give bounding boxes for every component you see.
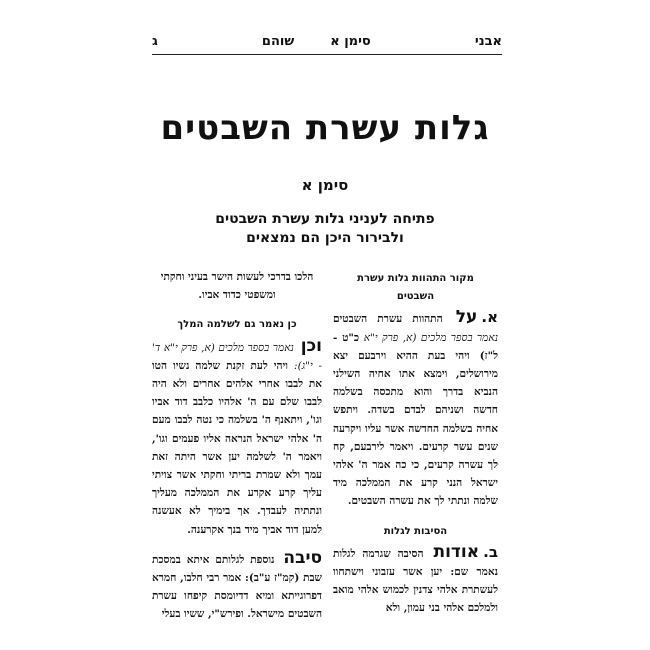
header-rule: [152, 54, 502, 55]
chapter-subtitle: [100, 210, 550, 248]
paragraph-alef: [333, 308, 498, 510]
paragraph-siba-text: נוספת לגלותם איתא במסכת שבת (קמ"ז ע"ב): אמר רבי חלבו, חמרא דפרוגייתא ומיא דדיומסת קיפחו עשרת השבטים מישראל. ופירש"י, ששיו בעלי: [152, 553, 322, 621]
lead-word-odot: אודות: [433, 541, 480, 562]
siman-heading: סימן א: [301, 176, 349, 194]
paragraph-letter-alef: א.: [481, 308, 498, 327]
right-column: [333, 268, 498, 650]
lead-word-al: על: [455, 307, 478, 328]
lead-word-vechen: וכן: [300, 335, 322, 356]
header-center: [262, 34, 371, 49]
subtitle-line-2: ולבירור היכן הם נמצאים: [246, 230, 404, 246]
paragraph-alef-text-c: כ"ט - ל"ז) ויהי בעת ההיא וירבעם יצא מירושלים, וימצא אתו אחיה השילני הנביא בדרך והוא מתכסה בשלמה חדשה ושניהם לבדם בשדה. ויתפש אחיה בשלמה החדשה אשר עליו ויקרעה שנים עשר קרעים. ויאמר לירבעם, קח לך עשרה קרעים, כי כה אמר ה' אלהי ישראל הנני קרע את הממלכה מיד שלמה ונתתי לך את עשרה השבטים.: [333, 331, 498, 508]
paragraph-siba: [152, 549, 322, 624]
section-heading-origin-line-2: השבטים: [396, 291, 435, 303]
running-header: [152, 30, 502, 52]
section-heading-origin: [333, 270, 498, 306]
header-page-number: ג: [152, 33, 158, 49]
continuation-text: [152, 268, 322, 304]
section-heading-origin-line-1: מקור התהוות גלות עשרת: [357, 273, 474, 284]
header-siman: סימן א: [330, 33, 371, 49]
paragraph-shlomo-source: נאמר בספר מלכים (א, פרק י"א ד' - י"ג):: [152, 341, 322, 372]
paragraph-shlomo: [152, 337, 322, 539]
paragraph-alef-source: נאמר בספר מלכים (א, פרק י"א: [363, 331, 498, 344]
spacer: [152, 304, 322, 314]
paragraph-alef-text-a: התהוות עשרת השבטים: [333, 313, 443, 326]
subtitle-line-1: פתיחה לעניני גלות עשרת השבטים: [215, 211, 435, 227]
header-book-name: אבני: [474, 33, 502, 49]
continuation-line-2: ומשפטי כדוד אביו.: [198, 289, 276, 302]
page-title: גלות עשרת השבטים: [160, 108, 490, 148]
section-heading-shlomo: כן נאמר גם לשלמה המלך: [177, 319, 297, 331]
lead-word-siba: סיבה: [283, 547, 322, 568]
paragraph-bet: [333, 543, 498, 618]
left-column: [152, 268, 322, 650]
spacer: [333, 511, 498, 521]
continuation-line-1: הלכו בדרכי לעשות הישר בעיני וחקתי: [160, 271, 314, 283]
header-subject: שוהם: [261, 33, 295, 49]
paragraph-bet-text: הסיבה שגרמה לגלות נאמר שם: יען אשר עזבוני וישתחוו לעשתרת אלהי צדנין לכמוש אלהי מואב ולמלכם אלהי בני עמון, ולא: [333, 547, 498, 615]
paragraph-shlomo-text: ויהי לעת זקנת שלמה נשיו הטו את לבבו אחרי אלהים אחרים ולא היה לבבו שלם עם ה' אלהיו כלבב דוד אביו וגו', ויתאנף ה' בשלמה כי נטה לבבו מעם ה' אלהי ישראל הנראה אליו פעמים וגו', ויאמר ה' לשלמה יען אשר היתה זאת עמך ולא שמרת בריתי וחקתי אשר צויתי עליך קרע אקרע את הממלכה מעליך ונתתיה לעבדך. אך בימיך לא אעשנה למען דוד אביך מיד בנך אקרענה.: [152, 359, 322, 536]
section-heading-reasons: הסיבות לגלות: [383, 525, 448, 537]
paragraph-letter-bet: ב.: [483, 542, 498, 561]
